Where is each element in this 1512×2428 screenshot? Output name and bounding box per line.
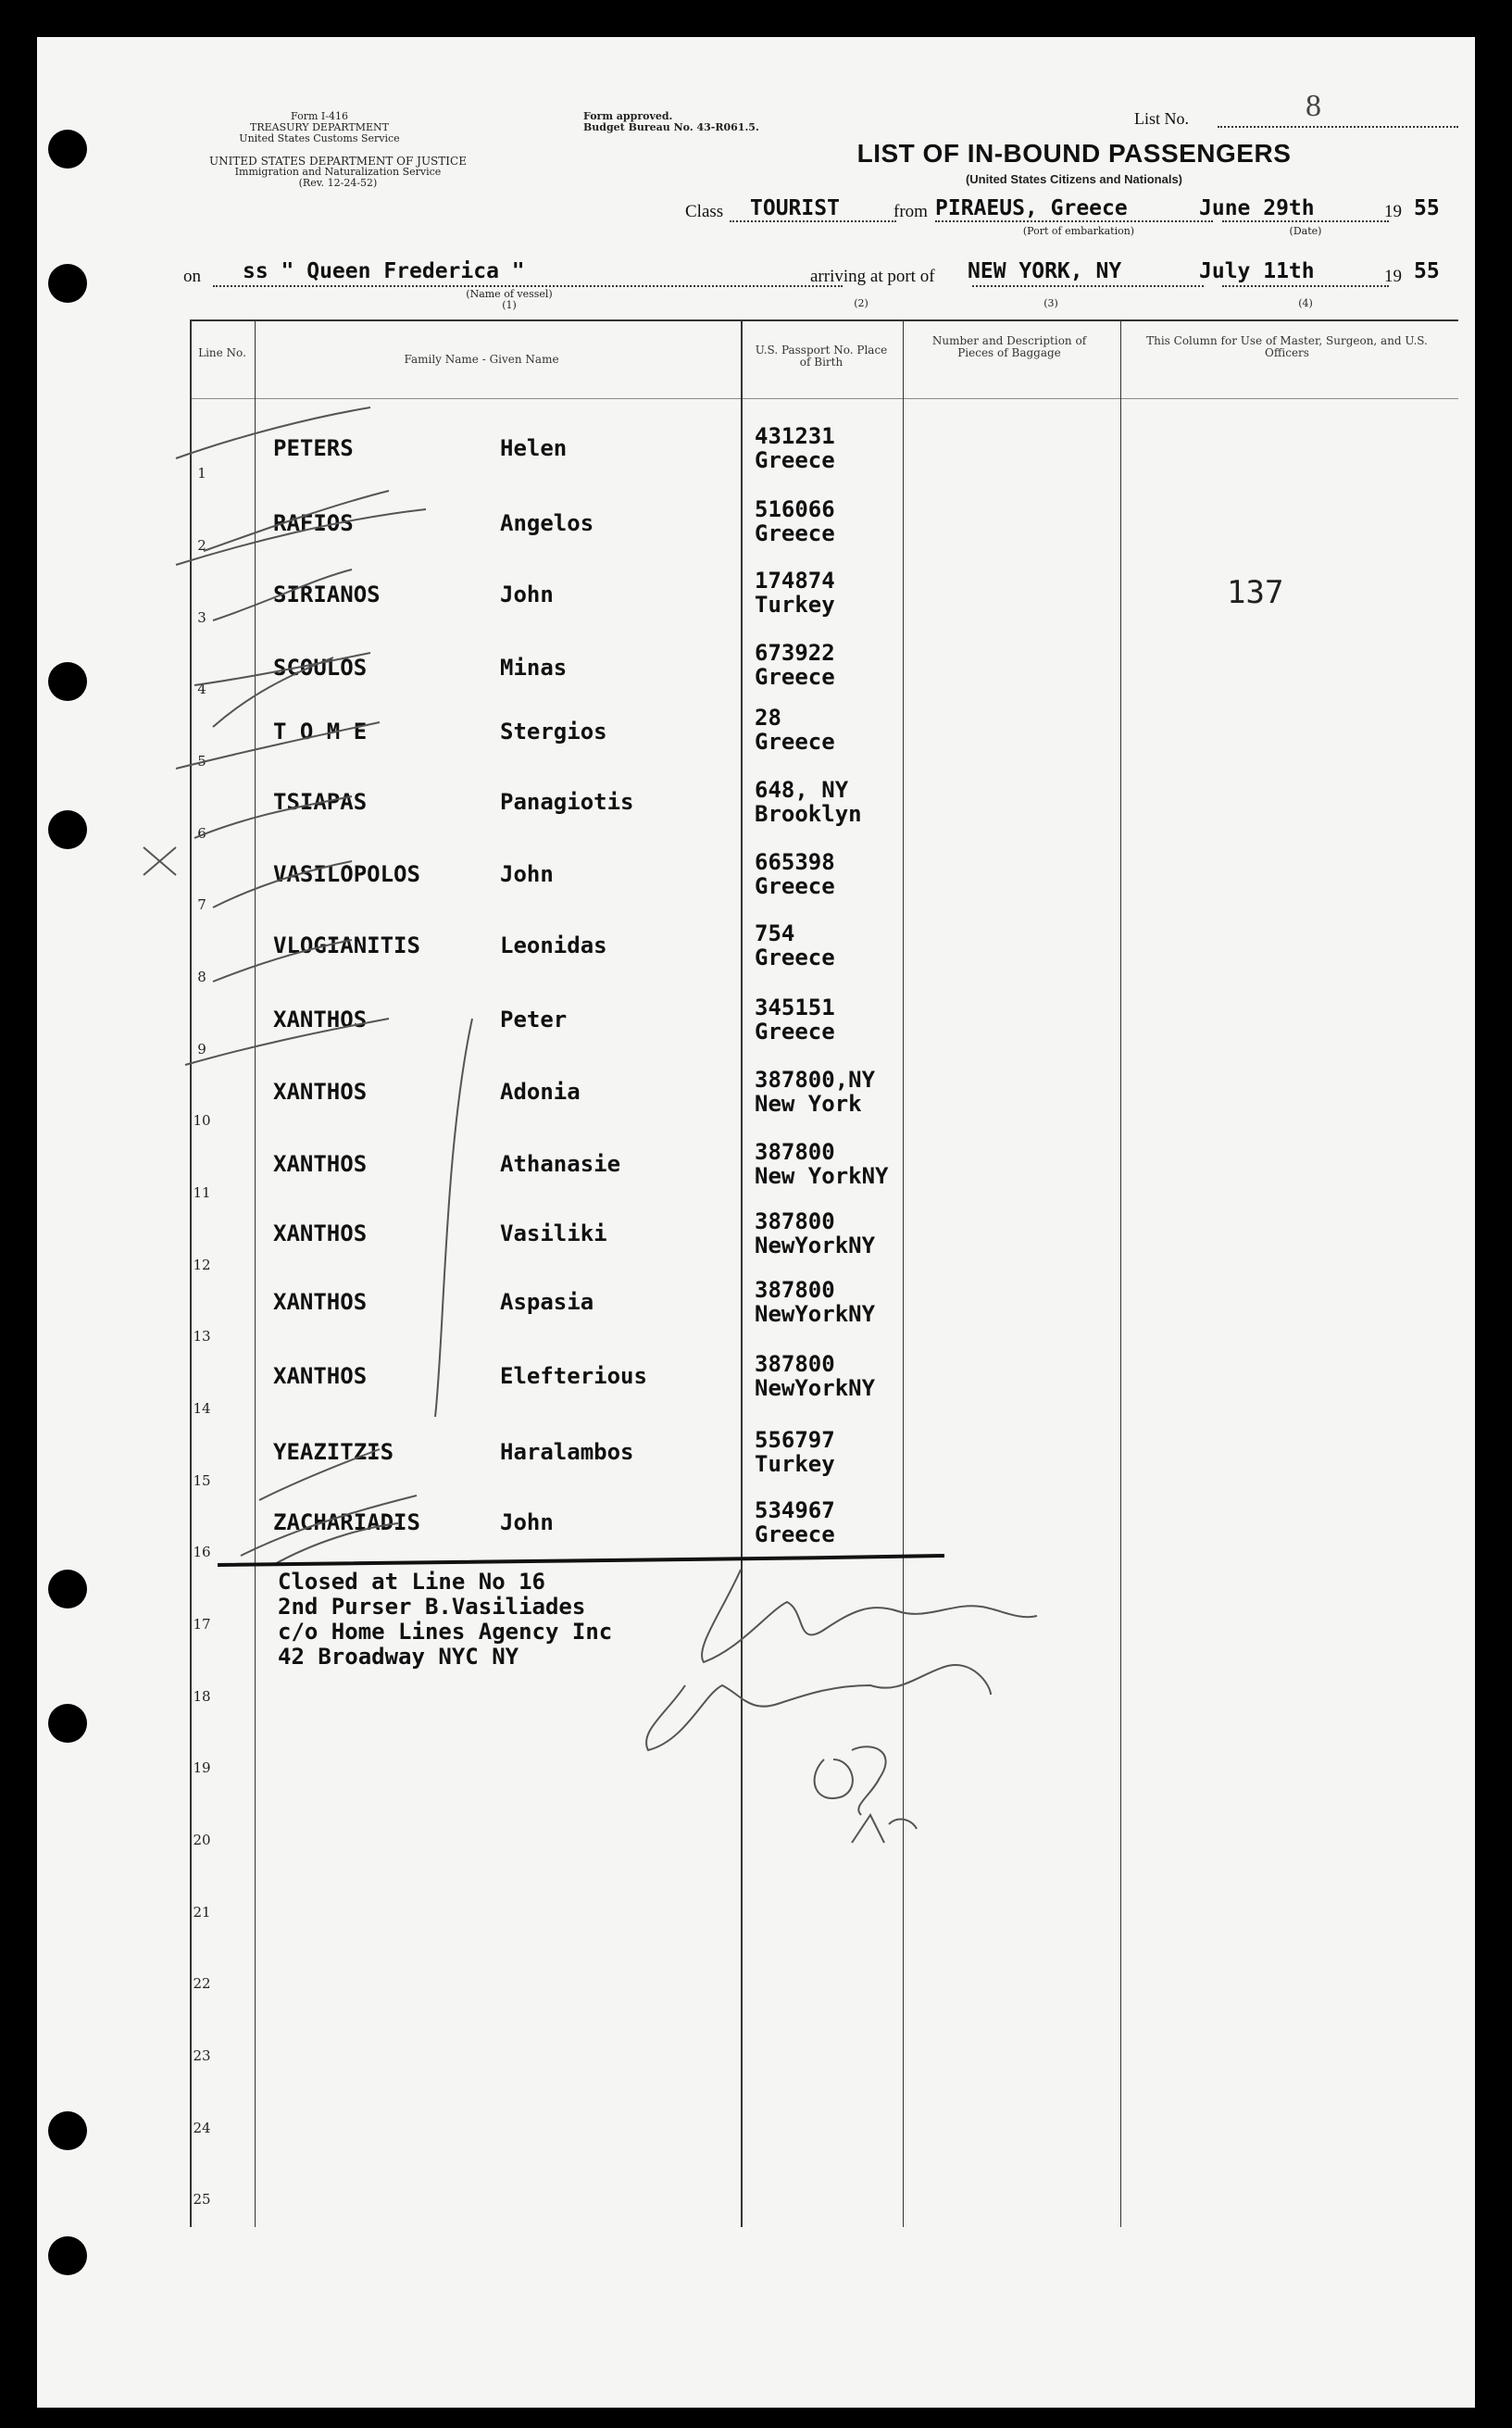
closing-underline xyxy=(218,1556,944,1565)
treasury-dept: TREASURY DEPARTMENT xyxy=(250,121,389,133)
passport-number: 387800 xyxy=(755,1351,835,1377)
revision-date: (Rev. 12-24-52) xyxy=(298,177,378,189)
passport-number: 431231 xyxy=(755,423,835,449)
given-name: John xyxy=(500,861,554,887)
col-header-baggage: Number and Description of Pieces of Baggage xyxy=(931,334,1087,359)
officer-note: 137 xyxy=(1227,574,1284,611)
check-mark xyxy=(194,796,352,838)
passport-number: 174874 xyxy=(755,568,835,594)
family-name: RAFIOS xyxy=(273,510,354,536)
line-number: 4 xyxy=(197,681,206,697)
line-number: 20 xyxy=(193,1832,211,1848)
line-number: 8 xyxy=(197,969,206,985)
given-name: Haralambos xyxy=(500,1439,634,1465)
place-of-birth: Greece xyxy=(755,664,835,690)
bracket-mark xyxy=(435,1019,472,1417)
given-name: Athanasie xyxy=(500,1151,621,1177)
punch-hole xyxy=(48,2111,87,2150)
punch-hole xyxy=(48,1704,87,1743)
line-number: 5 xyxy=(197,753,206,770)
manifest-page xyxy=(37,37,1475,2408)
given-name: Panagiotis xyxy=(500,789,634,815)
check-mark xyxy=(241,1496,417,1556)
passport-number: 387800 xyxy=(755,1208,835,1234)
punch-hole xyxy=(48,1570,87,1608)
place-of-birth: Greece xyxy=(755,447,835,473)
col-header-line: Line No. xyxy=(198,346,246,359)
year-value: 55 xyxy=(1414,196,1440,220)
passport-number: 387800 xyxy=(755,1277,835,1303)
punch-hole xyxy=(48,662,87,701)
check-mark xyxy=(176,722,380,769)
family-name: XANTHOS xyxy=(273,1363,368,1389)
place-of-birth: Greece xyxy=(755,520,835,546)
given-name: Peter xyxy=(500,1007,568,1033)
line-number: 18 xyxy=(193,1688,211,1705)
family-name: XANTHOS xyxy=(273,1079,368,1105)
family-name: XANTHOS xyxy=(273,1289,368,1315)
line-number: 7 xyxy=(197,896,206,913)
place-of-birth: NewYorkNY xyxy=(755,1375,876,1401)
line-number: 10 xyxy=(193,1112,211,1129)
date-caption: (Date) xyxy=(1289,225,1322,237)
customs-service: United States Customs Service xyxy=(239,132,400,144)
line-number: 21 xyxy=(193,1904,211,1921)
class-label: Class xyxy=(685,202,724,221)
on-label: on xyxy=(183,267,201,286)
passport-number: 754 xyxy=(755,920,795,946)
list-no-label: List No. xyxy=(1134,109,1190,128)
form-number: Form I-416 xyxy=(291,110,348,122)
caption-num-3: (3) xyxy=(1043,297,1058,309)
caption-num-4: (4) xyxy=(1298,297,1313,309)
place-of-birth: New York xyxy=(755,1091,862,1117)
arrival-year-value: 55 xyxy=(1414,259,1440,283)
passport-number: 345151 xyxy=(755,995,835,1020)
family-name: XANTHOS xyxy=(273,1007,368,1033)
place-of-birth: Turkey xyxy=(755,1451,835,1477)
page-subtitle: (United States Citizens and Nationals) xyxy=(965,172,1183,186)
punch-hole xyxy=(48,2236,87,2275)
place-of-birth: Turkey xyxy=(755,592,835,618)
embark-port-value: PIRAEUS, Greece xyxy=(935,196,1128,220)
vessel-value: ss " Queen Frederica " xyxy=(243,259,525,283)
check-mark xyxy=(259,1449,380,1500)
punch-hole xyxy=(48,264,87,303)
line-number: 25 xyxy=(193,2191,211,2208)
check-mark xyxy=(204,491,389,551)
col-header-passport: U.S. Passport No. Place of Birth xyxy=(755,344,888,369)
vessel-caption-num: (1) xyxy=(502,299,517,311)
family-name: PETERS xyxy=(273,435,354,461)
place-of-birth: Greece xyxy=(755,873,835,899)
check-mark xyxy=(213,861,352,907)
family-name: T O M E xyxy=(273,719,368,745)
check-mark xyxy=(273,1523,398,1565)
passport-number: 28 xyxy=(755,705,781,731)
given-name: Angelos xyxy=(500,510,594,536)
given-name: Vasiliki xyxy=(500,1220,607,1246)
family-name: TSIAPAS xyxy=(273,789,368,815)
arrival-year-prefix: 19 xyxy=(1384,267,1402,286)
page-title: LIST OF IN-BOUND PASSENGERS xyxy=(856,139,1292,168)
line-number: 11 xyxy=(193,1184,211,1201)
closing-line-1: Closed at Line No 16 xyxy=(278,1569,545,1595)
given-name: Leonidas xyxy=(500,932,607,958)
line-number: 17 xyxy=(193,1616,211,1633)
family-name: XANTHOS xyxy=(273,1220,368,1246)
family-name: VASILOPOLOS xyxy=(273,861,420,887)
place-of-birth: Brooklyn xyxy=(755,801,862,827)
place-of-birth: NewYorkNY xyxy=(755,1233,876,1258)
col-header-officers: This Column for Use of Master, Surgeon, and U.S. Officers xyxy=(1146,334,1428,359)
justice-dept: UNITED STATES DEPARTMENT OF JUSTICE xyxy=(209,155,467,168)
check-mark xyxy=(213,657,333,727)
given-name: Stergios xyxy=(500,719,607,745)
check-marks xyxy=(144,407,472,1565)
x-mark xyxy=(144,847,176,875)
arriving-label: arriving at port of xyxy=(810,267,935,286)
family-name: YEAZITZIS xyxy=(273,1439,394,1465)
family-name: XANTHOS xyxy=(273,1151,368,1177)
passport-number: 648, NY xyxy=(755,777,849,803)
line-number: 16 xyxy=(193,1544,211,1560)
closing-line-2: 2nd Purser B.Vasiliades xyxy=(278,1594,586,1620)
embark-date-value: June 29th xyxy=(1199,196,1315,220)
passport-number: 516066 xyxy=(755,496,835,522)
family-name: ZACHARIADIS xyxy=(273,1509,420,1535)
family-name: VLOGIANITIS xyxy=(273,932,420,958)
budget-bureau: Budget Bureau No. 43-R061.5. xyxy=(583,121,759,133)
passport-number: 556797 xyxy=(755,1427,835,1453)
check-mark xyxy=(213,940,352,982)
signature-scrawl xyxy=(646,1570,1037,1843)
arrival-port-value: NEW YORK, NY xyxy=(968,259,1122,283)
place-of-birth: NewYorkNY xyxy=(755,1301,876,1327)
passport-number: 673922 xyxy=(755,640,835,666)
line-number: 24 xyxy=(193,2120,211,2136)
passport-number: 387800,NY xyxy=(755,1067,876,1093)
line-number: 14 xyxy=(193,1400,211,1417)
passport-number: 387800 xyxy=(755,1139,835,1165)
vessel-caption-text: (Name of vessel) xyxy=(466,288,553,300)
given-name: Helen xyxy=(500,435,568,461)
given-name: John xyxy=(500,1509,554,1535)
place-of-birth: Greece xyxy=(755,1019,835,1045)
passport-number: 665398 xyxy=(755,849,835,875)
arrival-date-value: July 11th xyxy=(1199,259,1315,283)
check-mark xyxy=(185,1019,389,1065)
caption-num-2: (2) xyxy=(854,297,868,309)
line-number: 6 xyxy=(197,825,206,842)
place-of-birth: New YorkNY xyxy=(755,1163,889,1189)
ins-service: Immigration and Naturalization Service xyxy=(234,166,442,178)
line-number: 9 xyxy=(197,1041,206,1058)
form-approved: Form approved. xyxy=(583,110,673,122)
given-name: Aspasia xyxy=(500,1289,594,1315)
family-name: SIRIANOS xyxy=(273,582,381,607)
list-no-value: 8 xyxy=(1306,89,1321,123)
given-name: Elefterious xyxy=(500,1363,647,1389)
given-name: Adonia xyxy=(500,1079,581,1105)
line-number: 3 xyxy=(197,609,206,626)
punch-hole xyxy=(48,810,87,849)
line-number: 1 xyxy=(197,465,206,482)
punch-hole xyxy=(48,130,87,169)
closing-line-4: 42 Broadway NYC NY xyxy=(278,1644,519,1670)
line-number: 2 xyxy=(197,537,206,554)
given-name: Minas xyxy=(500,655,568,681)
closing-line-3: c/o Home Lines Agency Inc xyxy=(278,1619,613,1645)
place-of-birth: Greece xyxy=(755,945,835,970)
line-number: 13 xyxy=(193,1328,211,1345)
handwritten-marks xyxy=(37,37,1475,2408)
line-number: 23 xyxy=(193,2047,211,2064)
place-of-birth: Greece xyxy=(755,729,835,755)
passport-number: 534967 xyxy=(755,1497,835,1523)
year-prefix: 19 xyxy=(1384,202,1402,221)
line-number: 22 xyxy=(193,1975,211,1992)
from-label: from xyxy=(893,202,928,221)
given-name: John xyxy=(500,582,554,607)
place-of-birth: Greece xyxy=(755,1521,835,1547)
check-mark xyxy=(213,569,352,620)
class-value: TOURIST xyxy=(750,196,840,220)
line-number: 15 xyxy=(193,1472,211,1489)
line-number: 12 xyxy=(193,1257,211,1273)
line-number: 19 xyxy=(193,1759,211,1776)
check-mark xyxy=(176,407,370,458)
port-caption: (Port of embarkation) xyxy=(1022,225,1135,237)
family-name: SCOULOS xyxy=(273,655,368,681)
col-header-name: Family Name - Given Name xyxy=(404,353,559,366)
